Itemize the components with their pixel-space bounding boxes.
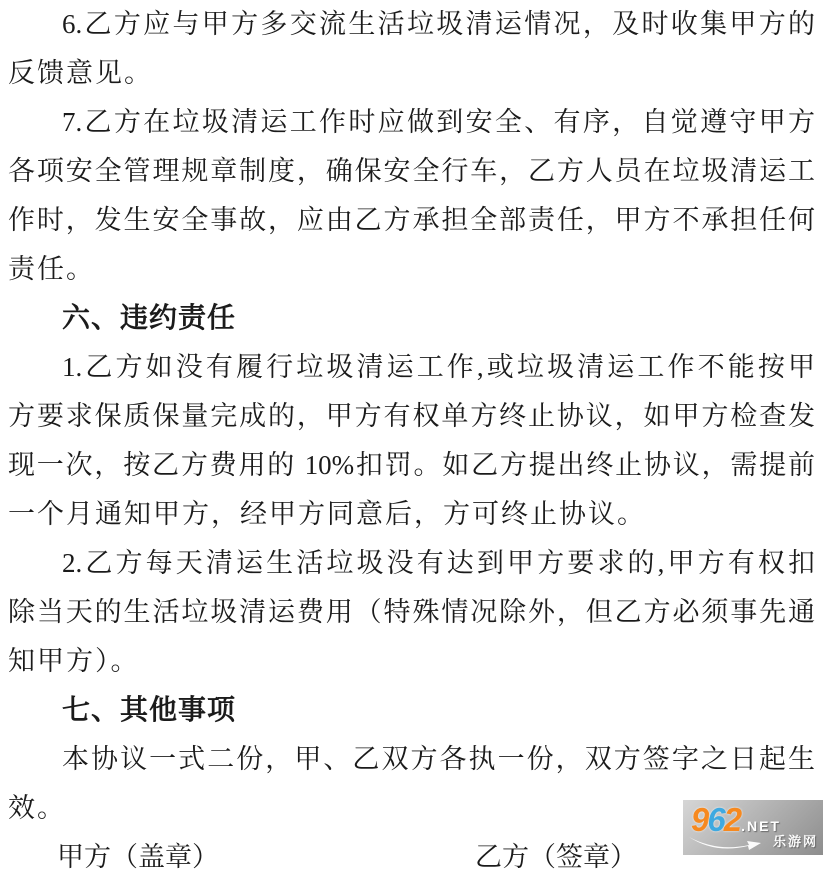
text-line: 作时，发生安全事故，应由乙方承担全部责任，甲方不承担任何: [8, 205, 815, 235]
logo-digits: [691, 803, 740, 836]
party-a-seal-label: 甲方（盖章）: [57, 842, 219, 872]
logo-digit-9: 9: [691, 801, 708, 838]
text-line: 1.乙方如没有履行垃圾清运工作,或垃圾清运工作不能按甲: [62, 352, 815, 382]
text-line: 2.乙方每天清运生活垃圾没有达到甲方要求的,甲方有权扣: [62, 548, 815, 578]
text-line: 各项安全管理规章制度，确保安全行车，乙方人员在垃圾清运工: [8, 156, 815, 186]
logo-net-suffix: .NET: [741, 818, 781, 834]
logo-digit-2: 2: [723, 801, 741, 838]
party-b-seal-label: 乙方（签章）: [475, 842, 637, 872]
text-line: 七、其他事项: [62, 695, 237, 726]
text-line: 除当天的生活垃圾清运费用（特殊情况除外，但乙方必须事先通: [8, 597, 815, 627]
text-line: 7.乙方在垃圾清运工作时应做到安全、有序，自觉遵守甲方: [62, 107, 815, 137]
logo-site-name: 乐游网: [772, 834, 818, 849]
text-line: 现一次，按乙方费用的 10%扣罚。如乙方提出终止协议，需提前: [8, 450, 815, 480]
logo-digit-6: 6: [707, 801, 724, 838]
text-line: 一个月通知甲方，经甲方同意后，方可终止协议。: [8, 499, 646, 529]
swoosh-arrow-icon: [687, 834, 775, 852]
text-line: 责任。: [8, 254, 95, 284]
text-line: 六、违约责任: [62, 303, 237, 334]
962net-logo: [683, 800, 823, 855]
text-line: 本协议一式二份，甲、乙双方各执一份，双方签字之日起生: [62, 744, 815, 774]
text-line: 效。: [8, 793, 66, 823]
text-line: 反馈意见。: [8, 58, 153, 88]
text-line: 方要求保质保量完成的，甲方有权单方终止协议，如甲方检查发: [8, 401, 815, 431]
logo-text-row: [691, 803, 781, 836]
text-line: 6.乙方应与甲方多交流生活垃圾清运情况，及时收集甲方的: [62, 9, 815, 39]
contract-body: [8, 0, 815, 833]
text-line: 知甲方）。: [8, 646, 140, 676]
